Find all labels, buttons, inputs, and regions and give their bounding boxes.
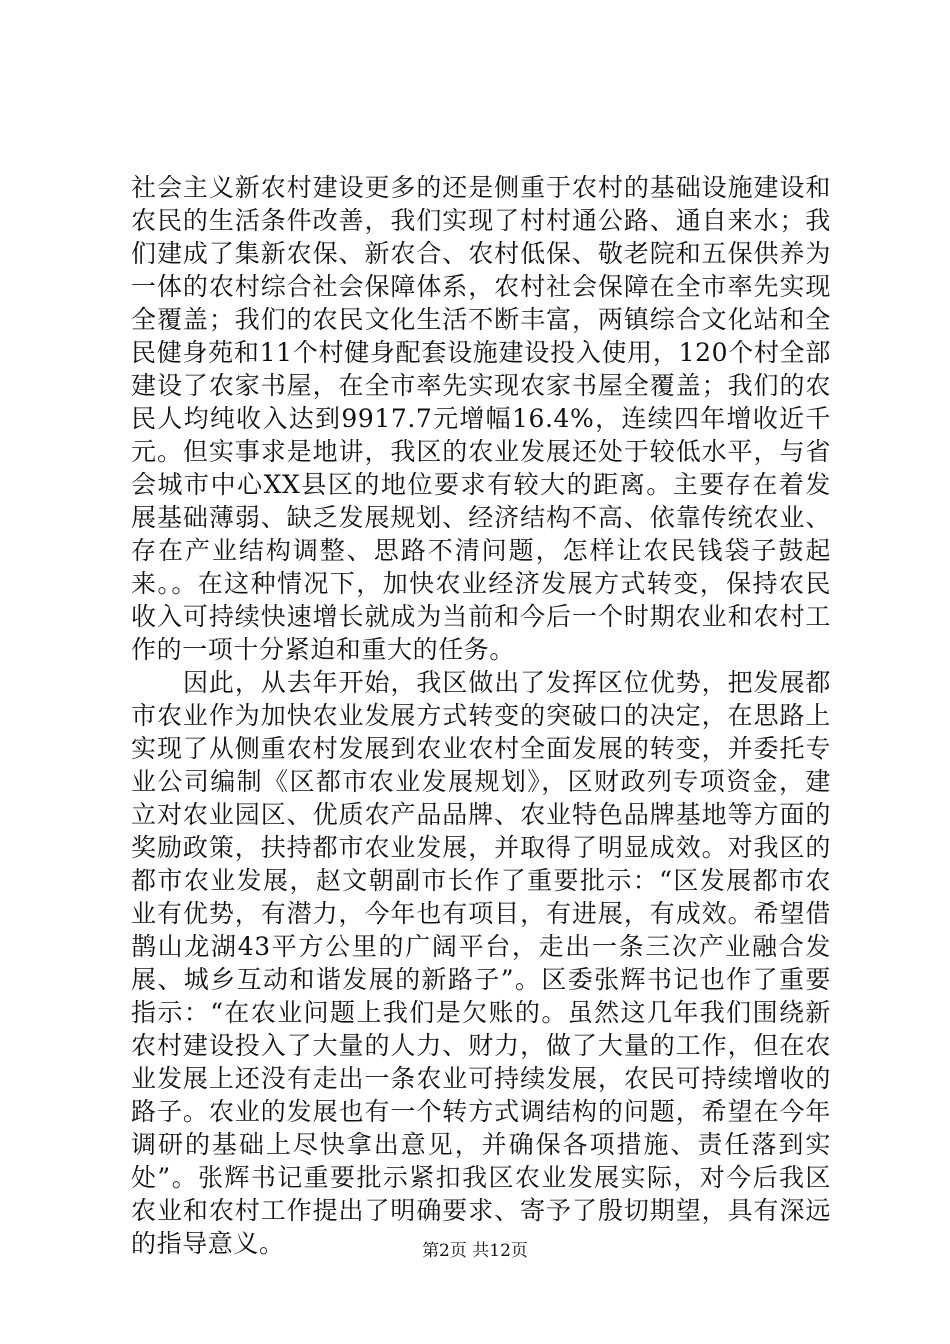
page-number-footer: 第2页 共12页 bbox=[422, 1241, 528, 1261]
document-body bbox=[131, 171, 831, 1260]
paragraph-2: 因此，从去年开始，我区做出了发挥区位优势，把发展都市农业作为加快农业发展方式转变的突破口的决定，在思路上实现了从侧重农村发展到农业农村全面发展的转变，并委托专业公司编制《区都市农业发展规划》，区财政列专项资金，建立对农业园区、优质农产品品牌、农业特色品牌基地等方面的奖励政策，扶持都市农业发展，并取得了明显成效。对我区的都市农业发展，赵文朝副市长作了重要批示：“区发展都市农业有优势，有潜力，今年也有项目，有进展，有成效。希望借鹊山龙湖43平方公里的广阔平台，走出一条三次产业融合发展、城乡互动和谐发展的新路子”。区委张辉书记也作了重要指示：“在农业问题上我们是欠账的。虽然这几年我们围绕新农村建设投入了大量的人力、财力，做了大量的工作，但在农业发展上还没有走出一条农业可持续发展，农民可持续增收的路子。农业的发展也有一个转方式调结构的问题，希望在今年调研的基础上尽快拿出意见，并确保各项措施、责任落到实处”。张辉书记重要批示紧扣我区农业发展实际，对今后我区农业和农村工作提出了明确要求、寄予了殷切期望，具有深远的指导意义。 bbox=[131, 668, 831, 1258]
paragraph-1: 社会主义新农村建设更多的还是侧重于农村的基础设施建设和农民的生活条件改善，我们实现了村村通公路、通自来水；我们建成了集新农保、新农合、农村低保、敬老院和五保供养为一体的农村综合社会保障体系，农村社会保障在全市率先实现全覆盖；我们的农民文化生活不断丰富，两镇综合文化站和全民健身苑和11个村健身配套设施建设投入使用，120个村全部建设了农家书屋，在全市率先实现农家书屋全覆盖；我们的农民人均纯收入达到9917.7元增幅16.4%，连续四年增收近千元。但实事求是地讲，我区的农业发展还处于较低水平，与省会城市中心XX县区的地位要求有较大的距离。主要存在着发展基础薄弱、缺乏发展规划、经济结构不高、依靠传统农业、存在产业结构调整、思路不清问题，怎样让农民钱袋子鼓起来。。在这种情况下，加快农业经济发展方式转变，保持农民收入可持续快速增长就成为当前和今后一个时期农业和农村工作的一项十分紧迫和重大的任务。 bbox=[131, 173, 831, 664]
